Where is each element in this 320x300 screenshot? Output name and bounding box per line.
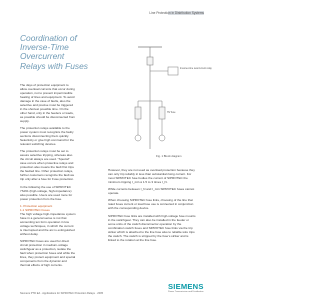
relay-box — [168, 67, 178, 75]
subsection-heading: 1.1 SIPROTEC Fuses — [20, 207, 50, 212]
fuse-symbol — [159, 107, 165, 119]
block-diagram — [108, 43, 212, 153]
right-paragraph: While currents between I_N and I_min SIPROTEC fuses cannot operate. — [108, 187, 195, 196]
left-paragraph: The days of protection equipment to allow overload currents that occur during operation, not to prevent impermissible heating of lines and equipment. To avoid damage in the case of faults, also the selective and precise must be triggered in the shortest possible time. On the other hand, only in the feeders or loads, as possible should be disconnected from supply. — [20, 83, 76, 123]
siemens-logo-subtitle: Power Transmission and Distribution — [168, 291, 204, 293]
fuse-symbol — [135, 107, 141, 119]
left-paragraph: The protection relays must be set to assure selective tripping, whereas also the circuit always are used. "Special" case occurs when protective relays and protection also means the fault first trips the faulted line. Other protection relays, further customers recognize the fault we trip only after a fuse for Fuse protection. — [20, 149, 75, 182]
fuse-label: HV fuse — [167, 111, 176, 114]
load-symbol — [135, 135, 141, 141]
header-section-label: Line Protection in Distribution Systems — [149, 11, 204, 15]
right-column — [108, 168, 196, 245]
left-section-paragraph: SIPROTEC fuses are used for direct circuit protection in medium-voltage switchgear as a protection, isolate the fault when protection fuses and while the lines, they protect equipment and special components from the dynamic and thermal effects of high currents. — [20, 238, 76, 267]
left-column — [20, 83, 76, 270]
left-paragraph: The protection relays available to the power system must recognize the faulty sections disconnecting them quickly. Selectivity or give high command for the relevant switching devices. — [20, 126, 75, 147]
footer-text: Siemens PTD EA · Applications for SIPROTEC Protection Relays · 2005 — [20, 292, 104, 295]
siemens-logo: SIEMENS — [168, 282, 204, 291]
relay-label: Inverse-time overcurrent relay — [180, 67, 212, 70]
section-title: Protection equipment — [23, 203, 53, 208]
page-title: Coordination of Inverse-Time Overcurrent Relays with Fuses — [20, 33, 88, 71]
left-paragraph: In the following the use of SIPROTEC 7SJ61 (high-voltage, high-impedance) also possible. Users are used more for power protection from the fuse. — [20, 184, 73, 201]
figure-caption: Fig. 1 Block diagram — [156, 154, 182, 158]
breaker-symbol — [147, 57, 153, 65]
right-paragraph: When choosing SIPROTEC fuse links, choosing of the line that rated fuses current or load fuse use is connected in conjunction with the corresponding device. — [108, 198, 194, 211]
left-section-paragraph: The high voltage high-impedance system have in a general sense is not that accounting ten form operation in low voltage techniques, in which the current is interrupted and the arc is extinguished without delay. — [20, 211, 76, 236]
load-symbol — [159, 135, 165, 141]
section-number: 1. — [20, 203, 23, 208]
right-paragraph: However, they are not used as overload protection because they can only trip reliably in less than substantial rising current. For most SIPROTEC fuse bodies the current of SIPROTEC the minimum tripping I_min ≥ 1.5 to 3 times I_N. — [108, 168, 195, 184]
right-paragraph: SIPROTEC fuse links are installed with high-voltage fuse mounts in the switchgear. They can also be installed in the feeder or some units of the switch disconnector operation by the combination switch fuses and SIPROTEC fuse links via the trip striker which is attached to the line fuse also to reliable wire trips the switch. The switch is stripped by the fuse's striker and is linked to the rotation at the line fuse. — [108, 213, 196, 242]
